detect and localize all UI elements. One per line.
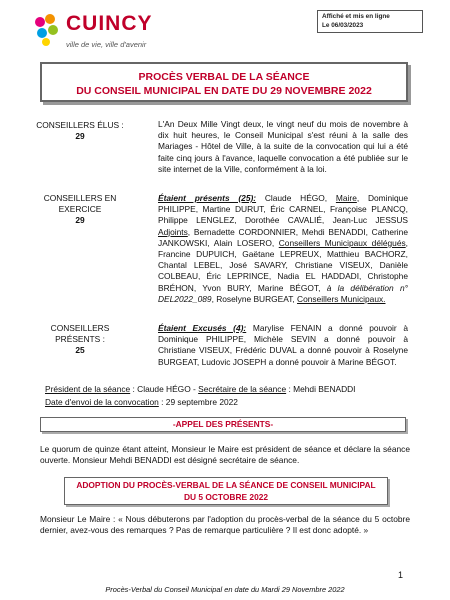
delegues-role: Conseillers Municipaux délégués (278, 237, 406, 248)
elus-label-block (20, 120, 140, 142)
stamp-line-2: Le 06/03/2023 (322, 21, 364, 29)
title-line-2: DU CONSEIL MUNICIPAL EN DATE DU 29 NOVEMBRE 2022 (76, 85, 372, 97)
page-number: 1 (398, 570, 404, 580)
maire-role: Maire (335, 193, 357, 203)
appel-text: Le quorum de quinze étant atteint, Monsieur le Maire est président de séance et déclare la séance ouverte. Monsieur Mehdi BENADDI est désigné secrétaire de séance. (40, 444, 410, 466)
municipaux-role: Conseillers Municipaux. (297, 293, 386, 304)
deliberation-ref: à la délibération n° DEL2022_089 (158, 282, 408, 304)
seance-officers: Président de la séance : Claude HÉGO - Secrétaire de la séance : Mehdi BENADDI (45, 384, 356, 394)
page-footer: Procès-Verbal du Conseil Municipal en date du Mardi 29 Novembre 2022 (105, 585, 345, 594)
elus-count: 29 (75, 131, 85, 141)
adoption-line-2: DU 5 OCTOBRE 2022 (183, 492, 269, 502)
presents-label-1: CONSEILLERS (50, 323, 110, 333)
exercice-label-1: CONSEILLERS EN (43, 193, 117, 203)
logo-tagline: ville de vie, ville d'avenir (66, 40, 147, 49)
title-line-1: PROCÈS VERBAL DE LA SÉANCE (138, 71, 310, 83)
exercice-count: 29 (75, 215, 85, 225)
presents-heading: Étaient présents (25): (158, 193, 257, 203)
elus-text: L'An Deux Mille Vingt deux, le vingt neuf du mois de novembre à dix huit heures, le Conseil Municipal s'est réuni à la salle des Mariages - Hôtel de Ville, à la suite de la convocation qui lui a été faite cinq jours à l'avance, laquelle convocation a été publiée sur le site internet de la Ville, conformément à la loi. (158, 119, 408, 174)
logo-text: CUINCY (66, 12, 153, 35)
adoption-text: Monsieur Le Maire : « Nous débuterons par l'adoption du procès-verbal de la séance du 5 octobre dernier, avez-vous des remarques ? Pas de remarque particulière ? Il est donc adopté. » (40, 514, 410, 536)
excuses-list: Étaient Excusés (4): Marylise FENAIN a donné pouvoir à Dominique PHILIPPE, Michèle SEVIN a donné pouvoir à Christiane VISEUX, Frédéric DUVAL a donné pouvoir à Roselyne BURGEAT, Ludovic JOSEPH a donné pouvoir à Marine BÉGOT. (158, 323, 408, 367)
convocation-date: Date d'envoi de la convocation : 29 septembre 2022 (45, 397, 238, 407)
adoption-line-1: ADOPTION DU PROCÈS-VERBAL DE LA SÉANCE DE CONSEIL MUNICIPAL (76, 480, 376, 490)
presents-label-2: PRÉSENTS : (55, 334, 105, 344)
document-title (40, 62, 408, 102)
stamp-line-1: Affiché et mis en ligne (322, 13, 390, 20)
publication-stamp (317, 10, 423, 33)
excuses-heading: Étaient Excusés (4): (158, 323, 247, 333)
exercice-label-2: EXERCICE (58, 204, 102, 214)
presents-list: Étaient présents (25): Claude HÉGO, Maire, Dominique PHILIPPE, Martine DURUT, Éric CARNEL, Françoise PLANCQ, Philippe LENGLEZ, Dorothée CAVALIÉ, Jean-Luc JESSUS Adjoints, Bernadette CORDONNIER, Mehdi BENADDI, Catherine JANKOWSKI, Alain LOSERO, Conseillers Municipaux délégués, Francine DUPUICH, Gaëtane LEPREUX, Matthieu BACHORZ, Chantal LEBEL, José SAVARY, Christiane VISEUX, Danièle COLBEAU, Éric LEPRINCE, Nadia EL HADDADI, Christophe BRÉHON, Yvon BURY, Marine BÉGOT, à la délibération n° DEL2022_089, Roselyne BURGEAT, Conseillers Municipaux. (158, 193, 408, 304)
presents-count: 25 (75, 345, 85, 355)
presents-label-block (20, 323, 140, 356)
exercice-label-block (20, 193, 140, 226)
appel-heading: -APPEL DES PRÉSENTS- (40, 417, 406, 432)
adoption-heading (64, 477, 388, 505)
adjoints-role: Adjoints (158, 226, 188, 237)
elus-label: CONSEILLERS ÉLUS : (36, 120, 124, 130)
